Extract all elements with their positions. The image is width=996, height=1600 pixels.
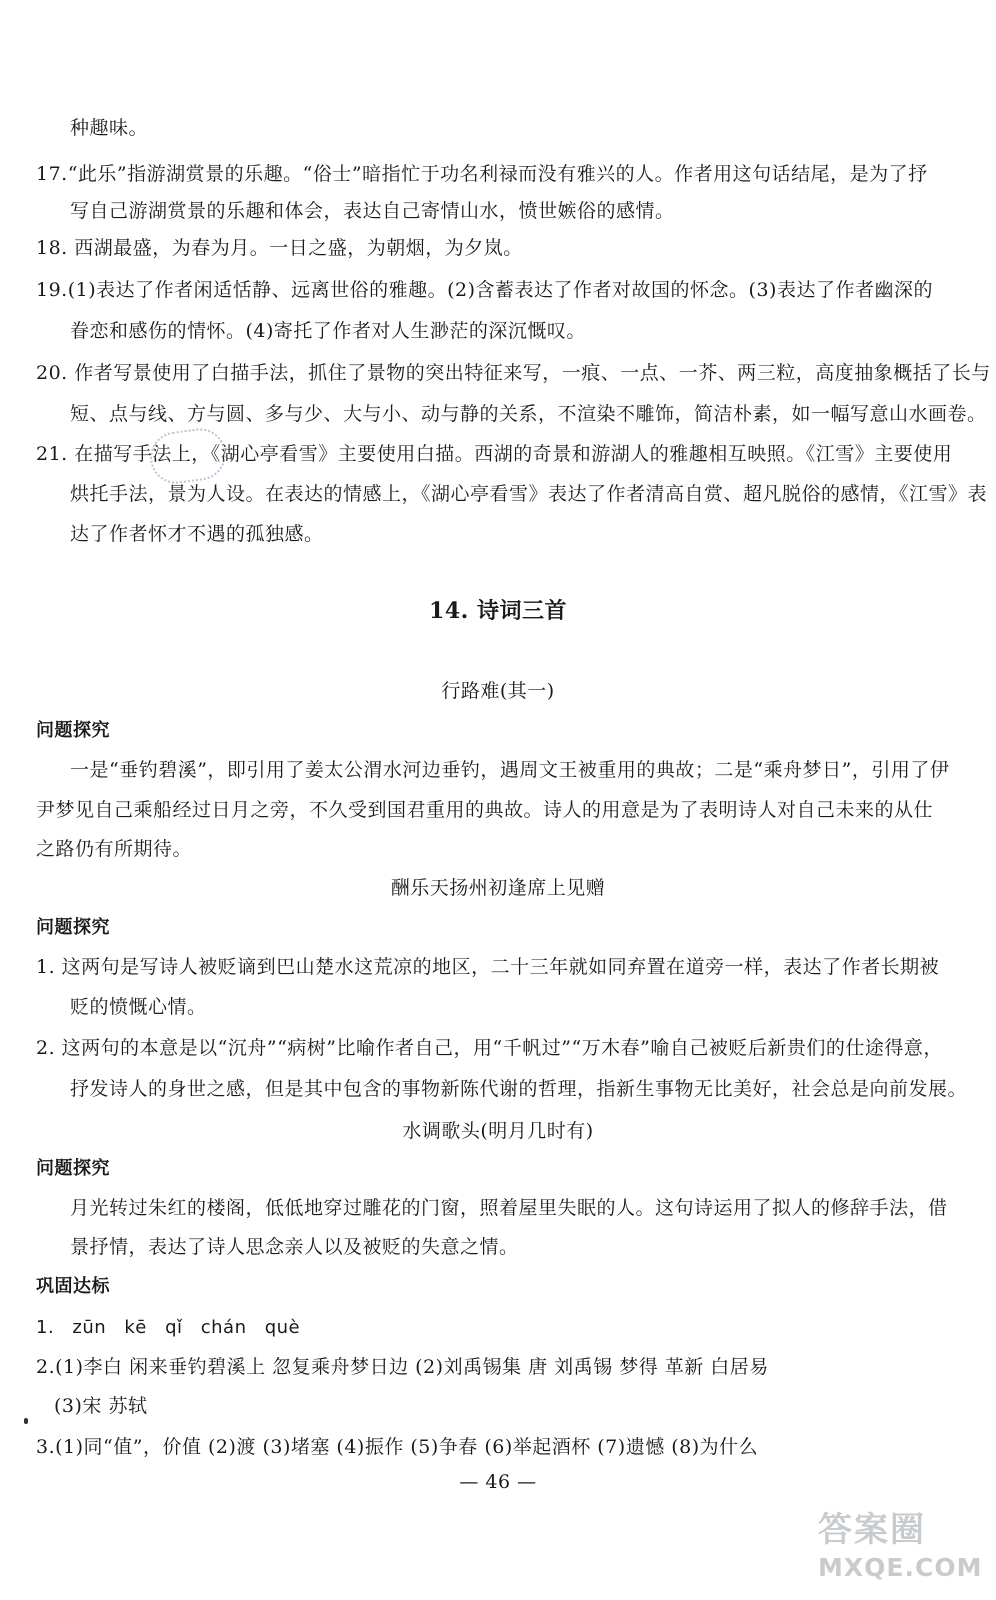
answer-20-line-1: 20. 作者写景使用了白描手法，抓住了景物的突出特征来写，一痕、一点、一芥、两三粒，高度抽象概括了长与 bbox=[36, 362, 991, 384]
consolidation-line-3: (3)宋 苏轼 bbox=[54, 1395, 148, 1417]
poem2-line-1: 1. 这两句是写诗人被贬谪到巴山楚水这荒凉的地区，二十三年就如同弃置在道旁一样，表达了作者长期被 bbox=[36, 956, 940, 978]
answer-17-line-1: 17.“此乐”指游湖赏景的乐趣。“俗士”暗指忙于功名利禄而没有雅兴的人。作者用这句话结尾，是为了抒 bbox=[36, 163, 928, 185]
page-number: — 46 — bbox=[459, 1471, 537, 1493]
section-label: 问题探究 bbox=[36, 917, 110, 938]
text-line: 种趣味。 bbox=[70, 117, 149, 139]
poem2-line-4: 抒发诗人的身世之感，但是其中包含的事物新陈代谢的哲理，指新生事物无比美好，社会总是向前发展。 bbox=[70, 1078, 968, 1100]
poem3-line-1: 月光转过朱红的楼阁，低低地穿过雕花的门窗，照着屋里失眠的人。这句诗运用了拟人的修辞手法，借 bbox=[70, 1197, 948, 1219]
poem2-line-3: 2. 这两句的本意是以“沉舟”“病树”比喻作者自己，用“千帆过”“万木春”喻自己被贬后新贵们的仕途得意， bbox=[36, 1037, 943, 1059]
section-label: 问题探究 bbox=[36, 1158, 110, 1179]
poem2-line-2: 贬的愤慨心情。 bbox=[70, 996, 207, 1018]
poem-title-3: 水调歌头(明月几时有) bbox=[402, 1120, 594, 1142]
answer-19-line-2: 眷恋和感伤的情怀。(4)寄托了作者对人生渺茫的深沉慨叹。 bbox=[70, 320, 586, 342]
answer-20-line-2: 短、点与线、方与圆、多与少、大与小、动与静的关系，不渲染不雕饰，简洁朴素，如一幅写意山水画卷。 bbox=[70, 403, 987, 425]
poem1-line-1: 一是“垂钓碧溪”，即引用了姜太公渭水河边垂钓，遇周文王被重用的典故；二是“乘舟梦日”，引用了伊 bbox=[70, 759, 950, 781]
consolidation-line-2: 2.(1)李白 闲来垂钓碧溪上 忽复乘舟梦日边 (2)刘禹锡集 唐 刘禹锡 梦得 革新 白居易 bbox=[36, 1356, 769, 1378]
ink-dot bbox=[24, 1418, 28, 1424]
section-title: 14. 诗词三首 bbox=[429, 598, 567, 624]
answer-17-line-2: 写自己游湖赏景的乐趣和体会，表达自己寄情山水，愤世嫉俗的感情。 bbox=[70, 200, 675, 222]
poem3-line-2: 景抒情，表达了诗人思念亲人以及被贬的失意之情。 bbox=[70, 1236, 519, 1258]
consolidation-line-4: 3.(1)同“值”，价值 (2)渡 (3)堵塞 (4)振作 (5)争春 (6)举起酒杯 (7)遗憾 (8)为什么 bbox=[36, 1436, 759, 1458]
watermark-bottom-text: MXQE.COM bbox=[818, 1553, 983, 1582]
section-label: 问题探究 bbox=[36, 720, 110, 741]
poem-title-2: 酬乐天扬州初逢席上见赠 bbox=[390, 877, 606, 899]
answer-21-line-2: 烘托手法，景为人设。在表达的情感上，《湖心亭看雪》表达了作者清高自赏、超凡脱俗的感情，《江雪》表 bbox=[70, 483, 988, 505]
answer-21-line-1: 21. 在描写手法上，《湖心亭看雪》主要使用白描。西湖的奇景和游湖人的雅趣相互映照。《江雪》主要使用 bbox=[36, 443, 953, 465]
poem1-line-3: 之路仍有所期待。 bbox=[36, 838, 193, 860]
watermark-top-text: 答案圈 bbox=[818, 1510, 926, 1550]
section-label: 巩固达标 bbox=[36, 1276, 110, 1297]
answer-19-line-1: 19.(1)表达了作者闲适恬静、远离世俗的雅趣。(2)含蓄表达了作者对故国的怀念。(3)表达了作者幽深的 bbox=[36, 279, 933, 301]
answer-18: 18. 西湖最盛，为春为月。一日之盛，为朝烟，为夕岚。 bbox=[36, 237, 523, 259]
site-watermark bbox=[818, 1508, 990, 1596]
consolidation-line-1: 1. zūn kē qǐ chán què bbox=[36, 1317, 301, 1338]
answer-21-line-3: 达了作者怀才不遇的孤独感。 bbox=[70, 523, 324, 545]
poem-title-1: 行路难(其一) bbox=[441, 680, 555, 702]
poem1-line-2: 尹梦见自己乘船经过日月之旁，不久受到国君重用的典故。诗人的用意是为了表明诗人对自己未来的从仕 bbox=[36, 799, 934, 821]
